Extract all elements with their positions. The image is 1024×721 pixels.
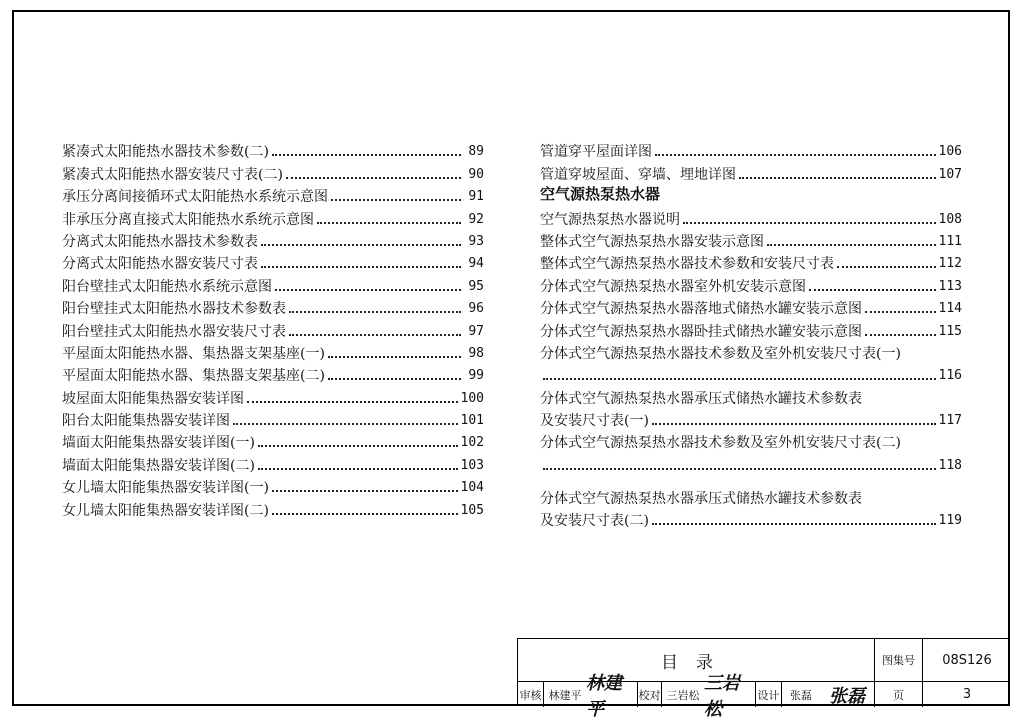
toc-entry-title: 分体式空气源热泵热水器承压式储热水罐技术参数表 — [540, 490, 862, 507]
toc-entry-page: 97 — [468, 323, 484, 339]
toc-entry-title: 紧凑式太阳能热水器安装尺寸表(二) — [62, 166, 283, 183]
leader-dots — [286, 177, 461, 179]
toc-entry — [62, 250, 484, 272]
toc-entry — [62, 340, 484, 362]
atlas-number: 08S126 — [942, 652, 992, 668]
toc-entry-page: 90 — [468, 166, 484, 182]
toc-entry-page: 94 — [468, 256, 484, 272]
leader-dots — [258, 445, 458, 447]
toc-entry — [62, 205, 484, 227]
toc-entry-title: 平屋面太阳能热水器、集热器支架基座(二) — [62, 368, 325, 385]
toc-entry-title: 分体式空气源热泵热水器技术参数及室外机安装尺寸表(一) — [540, 345, 901, 362]
leader-dots — [275, 289, 461, 291]
toc-entry-title: 阳台壁挂式太阳能热水系统示意图 — [62, 278, 272, 295]
toc-entry — [540, 228, 962, 250]
toc-entry-title: 整体式空气源热泵热水器安装示意图 — [540, 233, 764, 250]
leader-dots — [865, 311, 936, 313]
toc-entry — [62, 228, 484, 250]
toc-entry-title: 空气源热泵热水器说明 — [540, 211, 680, 228]
toc-entry — [540, 295, 962, 317]
toc-entry-title: 管道穿坡屋面、穿墙、埋地详图 — [540, 166, 736, 183]
leader-dots — [683, 222, 936, 224]
design-name: 张磊 — [790, 688, 812, 702]
toc-entry-page: 114 — [938, 301, 962, 317]
leader-dots — [655, 154, 936, 156]
toc-entry-title: 及安装尺寸表(二) — [540, 513, 649, 530]
toc-entry — [540, 250, 962, 272]
toc-entry-page: 96 — [468, 301, 484, 317]
toc-entry-page: 99 — [468, 368, 484, 384]
leader-dots — [809, 289, 936, 291]
toc-entry-title: 墙面太阳能集热器安装详图(一) — [62, 435, 255, 452]
toc-entry — [62, 474, 484, 496]
leader-dots — [543, 378, 936, 380]
toc-entry-page: 105 — [460, 502, 484, 518]
toc-entry — [540, 138, 962, 160]
toc-entry-page: 101 — [460, 413, 484, 429]
toc-entry-title: 承压分离间接循环式太阳能热水系统示意图 — [62, 189, 328, 206]
toc-entry — [62, 317, 484, 339]
toc-right-column — [540, 138, 962, 529]
check-signature: 三岩松 — [704, 682, 756, 707]
toc-entry-page: 103 — [460, 457, 484, 473]
toc-entry — [62, 295, 484, 317]
toc-entry-title: 分体式空气源热泵热水器落地式储热水罐安装示意图 — [540, 301, 862, 318]
toc-entry-title: 分体式空气源热泵热水器室外机安装示意图 — [540, 278, 806, 295]
leader-dots — [261, 266, 461, 268]
toc-entry — [540, 317, 962, 339]
toc-entry — [62, 272, 484, 294]
toc-entry-line — [540, 429, 962, 451]
toc-entry-page: 104 — [460, 480, 484, 496]
toc-entry-page: 93 — [468, 233, 484, 249]
toc-entry-title: 阳台太阳能集热器安装详图 — [62, 413, 230, 430]
toc-entry — [540, 407, 962, 429]
leader-dots — [272, 154, 461, 156]
toc-entry — [62, 183, 484, 205]
toc-entry-page: 119 — [938, 513, 962, 529]
toc-entry-page: 102 — [460, 435, 484, 451]
toc-entry-page: 107 — [938, 166, 962, 182]
review-signature: 林建平 — [586, 682, 638, 707]
toc-entry — [540, 160, 962, 182]
title-block — [517, 638, 1010, 720]
page-label: 页 — [875, 682, 923, 707]
design-signature: 张磊 — [820, 682, 875, 707]
toc-entry-page: 112 — [938, 256, 962, 272]
toc-entry-page: 92 — [468, 211, 484, 227]
toc-entry-title: 紧凑式太阳能热水器技术参数(二) — [62, 144, 269, 161]
toc-left-column — [62, 138, 484, 519]
toc-entry-title: 管道穿平屋面详图 — [540, 144, 652, 161]
toc-entry — [540, 362, 962, 384]
toc-entry — [62, 384, 484, 406]
toc-entry-title: 分离式太阳能热水器技术参数表 — [62, 233, 258, 250]
toc-entry — [62, 160, 484, 182]
toc-entry — [540, 272, 962, 294]
leader-dots — [767, 244, 936, 246]
leader-dots — [317, 222, 461, 224]
leader-dots — [289, 311, 461, 313]
toc-entry — [540, 451, 962, 473]
review-label: 审核 — [518, 682, 544, 707]
toc-entry-page: 100 — [460, 390, 484, 406]
leader-dots — [272, 490, 458, 492]
toc-entry-title: 分体式空气源热泵热水器承压式储热水罐技术参数表 — [540, 390, 862, 407]
page-number: 3 — [962, 687, 972, 702]
toc-entry — [540, 205, 962, 227]
leader-dots — [331, 199, 461, 201]
leader-dots — [258, 468, 458, 470]
atlas-number-label: 图集号 — [875, 639, 923, 681]
toc-entry-title: 女儿墙太阳能集热器安装详图(二) — [62, 502, 269, 519]
toc-entry — [62, 407, 484, 429]
leader-dots — [652, 523, 936, 525]
toc-entry-title: 阳台壁挂式太阳能热水器安装尺寸表 — [62, 323, 286, 340]
leader-dots — [233, 423, 458, 425]
toc-entry-title: 女儿墙太阳能集热器安装详图(一) — [62, 480, 269, 497]
toc-entry-title: 非承压分离直接式太阳能热水系统示意图 — [62, 211, 314, 228]
toc-entry-page: 113 — [938, 278, 962, 294]
review-name: 林建平 — [548, 688, 582, 702]
leader-dots — [328, 378, 461, 380]
document-title: 目录 — [518, 639, 875, 681]
design-label: 设计 — [756, 682, 782, 707]
toc-entry-title: 墙面太阳能集热器安装详图(二) — [62, 457, 255, 474]
title-block-bottom-row — [518, 672, 1010, 720]
check-name: 三岩松 — [666, 688, 700, 702]
toc-entry-line — [540, 384, 962, 406]
toc-entry-page: 98 — [468, 345, 484, 361]
toc-entry-line — [540, 484, 962, 506]
toc-entry-line — [540, 340, 962, 362]
leader-dots — [837, 266, 936, 268]
toc-entry — [540, 507, 962, 529]
leader-dots — [652, 423, 936, 425]
leader-dots — [328, 356, 461, 358]
toc-entry — [62, 496, 484, 518]
leader-dots — [261, 244, 461, 246]
toc-entry-title: 及安装尺寸表(一) — [540, 413, 649, 430]
leader-dots — [289, 334, 461, 336]
leader-dots — [272, 513, 458, 515]
leader-dots — [739, 177, 936, 179]
check-label: 校对 — [638, 682, 662, 707]
toc-entry-page: 106 — [938, 144, 962, 160]
toc-entry — [62, 451, 484, 473]
toc-entry-page: 116 — [938, 368, 962, 384]
toc-entry-title: 整体式空气源热泵热水器技术参数和安装尺寸表 — [540, 256, 834, 273]
toc-entry-page: 115 — [938, 323, 962, 339]
toc-entry-title: 分体式空气源热泵热水器卧挂式储热水罐安装示意图 — [540, 323, 862, 340]
toc-entry — [62, 429, 484, 451]
toc-entry-page: 89 — [468, 144, 484, 160]
toc-entry-page: 118 — [938, 457, 962, 473]
toc-entry-page: 117 — [938, 413, 962, 429]
toc-entry-title: 坡屋面太阳能集热器安装详图 — [62, 390, 244, 407]
leader-dots — [247, 401, 458, 403]
toc-entry-page: 108 — [938, 211, 962, 227]
toc-entry-title: 分离式太阳能热水器安装尺寸表 — [62, 256, 258, 273]
toc-entry-page: 95 — [468, 278, 484, 294]
leader-dots — [543, 468, 936, 470]
section-heading: 空气源热泵热水器 — [540, 184, 661, 203]
toc-entry-page: 111 — [938, 233, 962, 249]
toc-entry-title: 平屋面太阳能热水器、集热器支架基座(一) — [62, 345, 325, 362]
toc-entry-title: 阳台壁挂式太阳能热水器技术参数表 — [62, 301, 286, 318]
toc-entry — [62, 362, 484, 384]
toc-entry-page: 91 — [468, 189, 484, 205]
toc-entry — [62, 138, 484, 160]
leader-dots — [865, 334, 936, 336]
toc-entry-title: 分体式空气源热泵热水器技术参数及室外机安装尺寸表(二) — [540, 435, 901, 452]
